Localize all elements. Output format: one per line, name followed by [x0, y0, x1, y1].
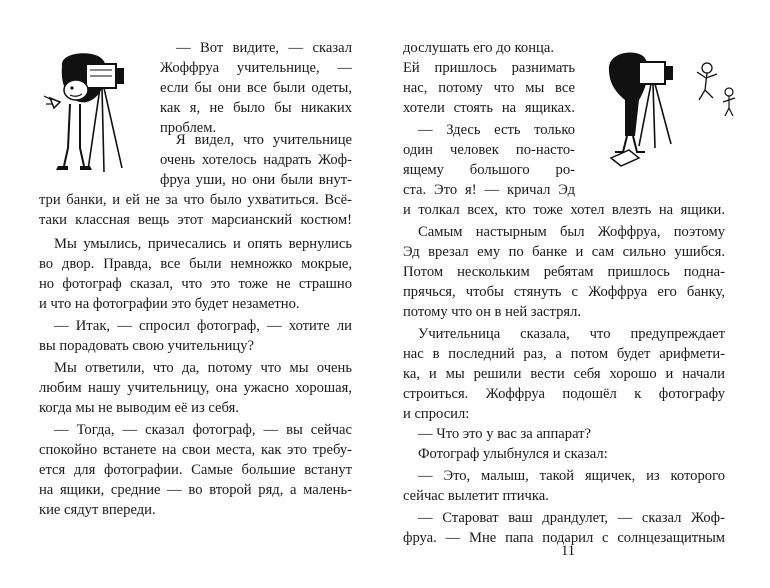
page-number: 11 [561, 543, 576, 559]
text-line: прячься, чтобы стянуть с Жоффруа его банку, [403, 284, 725, 300]
text-line: хотели стоять на ящиках. [403, 100, 575, 116]
photographer-with-camera-illustration [40, 48, 140, 176]
text-line: потому что он в ней застрял. [403, 304, 582, 320]
text-line: спокойно встанете на свои места, как это требу- [39, 442, 352, 458]
right-page [385, 0, 770, 588]
text-line: — Это, малыш, такой ящичек, из которого [418, 468, 725, 484]
text-line: фруа. — Мне папа подарил с солнцезащитным [403, 530, 725, 546]
text-line: ка, и мы решили вести себя хорошо и начали [403, 366, 725, 382]
text-line: Самым настырным был Жоффруа, поэтому [418, 224, 725, 240]
text-line: проблем. [160, 120, 217, 136]
text-line: — Тогда, — сказал фотограф, — вы сейчас [54, 422, 352, 438]
text-line: и спросил: [403, 406, 470, 422]
text-line: строиться. Жоффруа подошёл к фотографу [403, 386, 725, 402]
text-line: когда мы не выводим её из себя. [39, 400, 239, 416]
text-line: на ящики, средние — во второй ряд, а малень- [39, 482, 352, 498]
text-line: — Вот видите, — сказал [176, 40, 352, 56]
text-line: Ей пришлось разнимать [403, 60, 575, 76]
text-line: ящему большого ро- [403, 162, 575, 178]
text-line: очень хотелось надрать Жоф- [160, 152, 352, 168]
text-line: как я, не было бы никаких [160, 100, 352, 116]
text-line: Я видел, что учительнице [176, 132, 352, 148]
text-line: нас, потому что мы все [403, 80, 575, 96]
text-line: но фотограф сказал, что это тоже не страшно [39, 276, 352, 292]
text-line: Жоффруа учительнице, — [160, 60, 352, 76]
text-line: вы порадовать свою учительницу? [39, 338, 254, 354]
text-line: если бы они все были одеты, [160, 80, 352, 96]
text-line: — Что это у вас за аппарат? [418, 426, 592, 442]
text-line: сейчас вылетит птичка. [403, 488, 549, 504]
text-line: дослушать его до конца. [403, 40, 554, 56]
text-line: три банки, и ей не за что было ухватиться. Всё- [39, 192, 352, 208]
text-line: во двор. Правда, все были немножко мокрые, [39, 256, 352, 272]
text-line: нас в последний раз, а потом будет арифмети- [403, 346, 725, 362]
text-line: кие сядут впереди. [39, 502, 156, 518]
photographer-and-children-illustration [595, 40, 745, 170]
text-line: Фотограф улыбнулся и сказал: [418, 446, 608, 462]
text-line: — Староват ваш драндулет, — сказал Жоф- [418, 510, 725, 526]
text-line: фруа уши, но они были внут- [160, 172, 352, 188]
text-line: любим нашу учительницу, она ужасно хорошая, [39, 380, 352, 396]
text-line: ется для фотографии. Самые большие встанут [39, 462, 352, 478]
text-line: и толкал всех, кто тоже хотел влезть на ящики. [403, 202, 725, 218]
text-line: — Здесь есть только [418, 122, 575, 138]
text-line: — Итак, — спросил фотограф, — хотите ли [54, 318, 352, 334]
text-line: и что на фотографии это будет незаметно. [39, 296, 300, 312]
text-line: Мы умылись, причесались и опять вернулись [54, 236, 352, 252]
text-line: таки классная вещь этот марсианский костюм! [39, 212, 352, 228]
text-line: Учительница сказала, что предупреждает [418, 326, 725, 342]
text-line: ста. Это я! — кричал Эд [403, 182, 575, 198]
text-line: Мы ответили, что да, потому что мы очень [54, 360, 352, 376]
text-line: один человек по-насто- [403, 142, 575, 158]
text-line: Потом нескольким ребятам пришлось подна- [403, 264, 725, 280]
text-line: Эд врезал ему по банке и сам сильно ушибся. [403, 244, 725, 260]
